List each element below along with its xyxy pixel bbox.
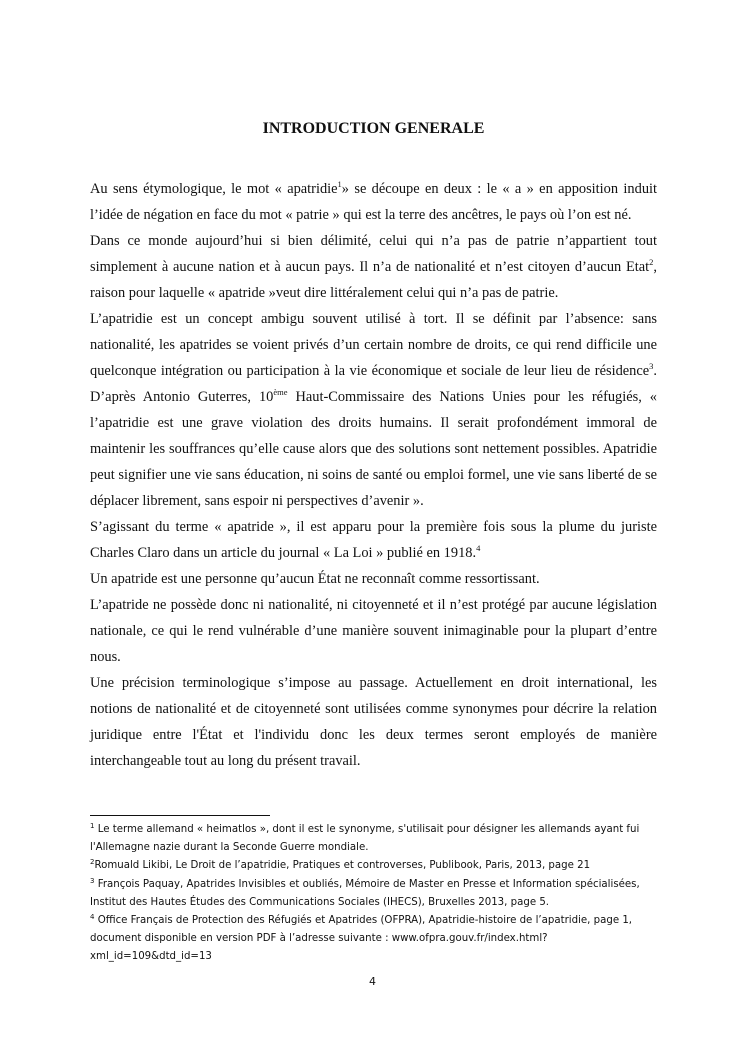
footnote-text: François Paquay, Apatrides Invisibles et oubliés, Mémoire de Master en Presse et Information spécialisées, Institut des Hautes Études des Communications Sociales (IHECS), Bruxelles 2013, page 5. [90,878,640,908]
footnote-item [90,857,657,875]
paragraph-protection [90,592,657,670]
paragraph-text: L’apatridie est un concept ambigu souvent utilisé à tort. Il se définit par l’absence: sans nationalité, les apatrides se voient privés d’un certain nombre de droits, ce qui rend difficile une quelconque intégration ou participation à la vie économique et sociale de leur lieu de résidence [90,311,657,379]
paragraph-terminology [90,670,657,774]
footnotes [90,821,657,967]
paragraph-term-origin [90,514,657,566]
paragraph-text: L’apatride ne possède donc ni nationalité, ni citoyenneté et il n’est protégé par aucune législation nationale, ce qui le rend vulnérable d’une manière souvent inimaginable pour la plupart d’entre nous. [90,597,657,665]
body-text [90,176,657,774]
footnote-ref[interactable]: 3 [649,361,654,371]
footnote-item [90,876,657,912]
paragraph-text: Un apatride est une personne qu’aucun État ne reconnaît comme ressortissant. [90,571,540,587]
footnote-number: 1 [90,822,95,830]
footnote-number: 3 [90,876,95,885]
paragraph-apatride [90,566,657,592]
ordinal-suffix: ème [273,387,288,397]
footnote-ref[interactable]: 1 [337,179,342,189]
paragraph-concept [90,306,657,514]
footnote-text: Office Français de Protection des Réfugiés et Apatrides (OFPRA), Apatridie-histoire de l’apatridie, page 1, document disponible en version PDF à l’adresse suivante : www.ofpra.gouv.fr/index.html?xml_id=109&dtd_id=13 [90,915,633,963]
footnote-separator [90,815,270,816]
paragraph-definition [90,228,657,306]
paragraph-text: , raison pour laquelle « apatride »veut dire littéralement celui qui n’a pas de patrie. [90,259,657,301]
page-number: 4 [369,975,376,988]
footnote-text: Le terme allemand « heimatlos », dont il est le synonyme, s'utilisait pour désigner les allemands ayant fui l'Allemagne nazie durant la Seconde Guerre mondiale. [90,824,640,854]
footnote-number: 4 [90,913,95,922]
paragraph-text: Au sens étymologique, le mot « apatridie [90,181,338,197]
footnote-number: 2 [90,858,95,867]
paragraph-etymology [90,176,657,228]
footnote-item [90,912,657,967]
footnote-ref[interactable]: 2 [649,257,654,267]
paragraph-text: Une précision terminologique s’impose au passage. Actuellement en droit international, les notions de nationalité et de citoyenneté sont utilisées comme synonymes pour décrire la relation juridique entre l'État et l'individu donc les deux termes seront employés de manière interchangeable tout au long du présent travail. [90,675,657,769]
paragraph-text: S’agissant du terme « apatride », il est apparu pour la première fois sous la plume du juriste Charles Claro dans un article du journal « La Loi » publié en 1918. [90,519,657,561]
paragraph-text: Haut-Commissaire des Nations Unies pour les réfugiés, « l’apatridie est une grave violation des droits humains. Il serait profondément immoral de maintenir les souffrances qu’elle cause alors que des solutions sont nettement possibles. Apatridie peut signifier une vie sans éducation, ni soins de santé ou emploi formel, une vie sans liberté de se déplacer librement, sans espoir ni perspectives d’avenir ». [90,389,657,509]
page-title: INTRODUCTION GENERALE [262,120,485,137]
paragraph-text: » se découpe en deux : le « a » en apposition induit l’idée de négation en face du mot « patrie » qui est la terre des ancêtres, le pays où l’on est né. [90,181,658,223]
footnote-ref[interactable]: 4 [476,543,481,553]
paragraph-text: Dans ce monde aujourd’hui si bien délimité, celui qui n’a pas de patrie n’appartient tout simplement à aucune nation et à aucun pays. Il n’a de nationalité et n’est citoyen d’aucun Etat [90,233,657,275]
footnote-item [90,821,657,857]
paragraph-text: . D’après Antonio Guterres, 10 [90,363,657,405]
footnote-text: Romuald Likibi, Le Droit de l’apatridie, Pratiques et controverses, Publibook, Paris, 2013, page 21 [94,860,591,872]
